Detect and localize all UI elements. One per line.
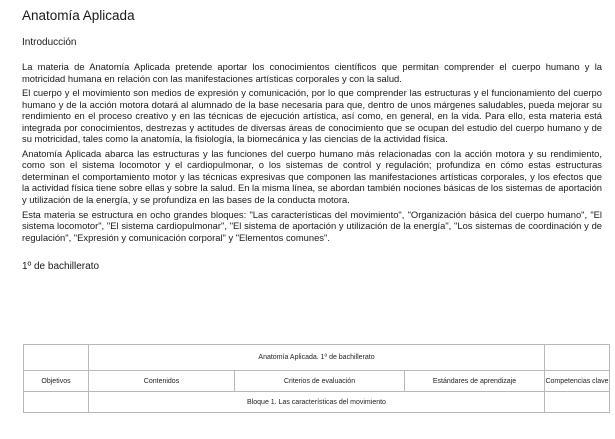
table-empty-cell-right — [545, 392, 610, 413]
column-header-estandares: Estándares de aprendizaje — [405, 371, 545, 392]
column-header-objetivos: Objetivos — [24, 371, 89, 392]
table-corner-cell — [24, 345, 89, 371]
table-block-row: Bloque 1. Las características del movimiento — [89, 392, 545, 413]
table-title-cell: Anatomía Aplicada. 1º de bachillerato — [89, 345, 545, 371]
column-header-criterios: Criterios de evaluación — [235, 371, 405, 392]
section-heading-introduccion: Introducción — [22, 37, 77, 48]
intro-paragraph-2: El cuerpo y el movimiento son medios de expresión y comunicación, por lo que comprender las estructuras y el funcionamiento del cuerpo humano y de la acción motora dotará al alumnado de la base necesaria para que, dentro de unos márgenes saludables, pueda mejorar su rendimiento en el proceso creativo y en las técnicas de ejecución artística, así como, en general, en la vida. Para ello, esta materia está integrada por conocimientos, destrezas y actitudes de diversas áreas de conocimiento que se ocupan del estudio del cuerpo humano y de su motricidad, tales como la anatomía, la fisiología, la biomecánica y las ciencias de la actividad física. — [22, 87, 602, 145]
column-header-competencias: Competencias clave — [545, 371, 610, 392]
table-empty-cell — [24, 392, 89, 413]
intro-paragraph-4: Esta materia se estructura en ocho grandes bloques: "Las características del movimiento", "Organización básica del cuerpo humano", "El sistema locomotor", "El sistema cardiopulmonar", "El sistema de aportación y utilización de la energía", "Los sistemas de coordinación y de regulación", "Expresión y comunicación corporal" y "Elementos comunes". — [22, 208, 602, 243]
course-heading: 1º de bachillerato — [22, 261, 100, 273]
table-corner-cell-right — [545, 345, 610, 371]
intro-paragraph-3: Anatomía Aplicada abarca las estructuras y las funciones del cuerpo humano más relacionadas con la acción motora y su rendimiento, como son el sistema locomotor y el cardiopulmonar, o los sistemas de control y regulación; profundiza en cómo estas estructuras determinan el comportamiento motor y las técnicas expresivas que componen las manifestaciones artísticas corporales, y los efectos que la actividad física tiene sobre ellas y sobre la salud. En la misma línea, se abordan también nociones básicas de los sistemas de aportación y utilización de la energía, y se profundiza en las bases de la conducta motora. — [22, 147, 602, 206]
page-title: Anatomía Aplicada — [22, 8, 135, 23]
curriculum-table — [23, 344, 610, 413]
column-header-contenidos: Contenidos — [89, 371, 235, 392]
intro-paragraph-1: La materia de Anatomía Aplicada pretende aportar los conocimientos científicos que permitan comprender el cuerpo humano y la motricidad humana en relación con las manifestaciones artísticas corporales y con la salud. — [22, 61, 602, 84]
